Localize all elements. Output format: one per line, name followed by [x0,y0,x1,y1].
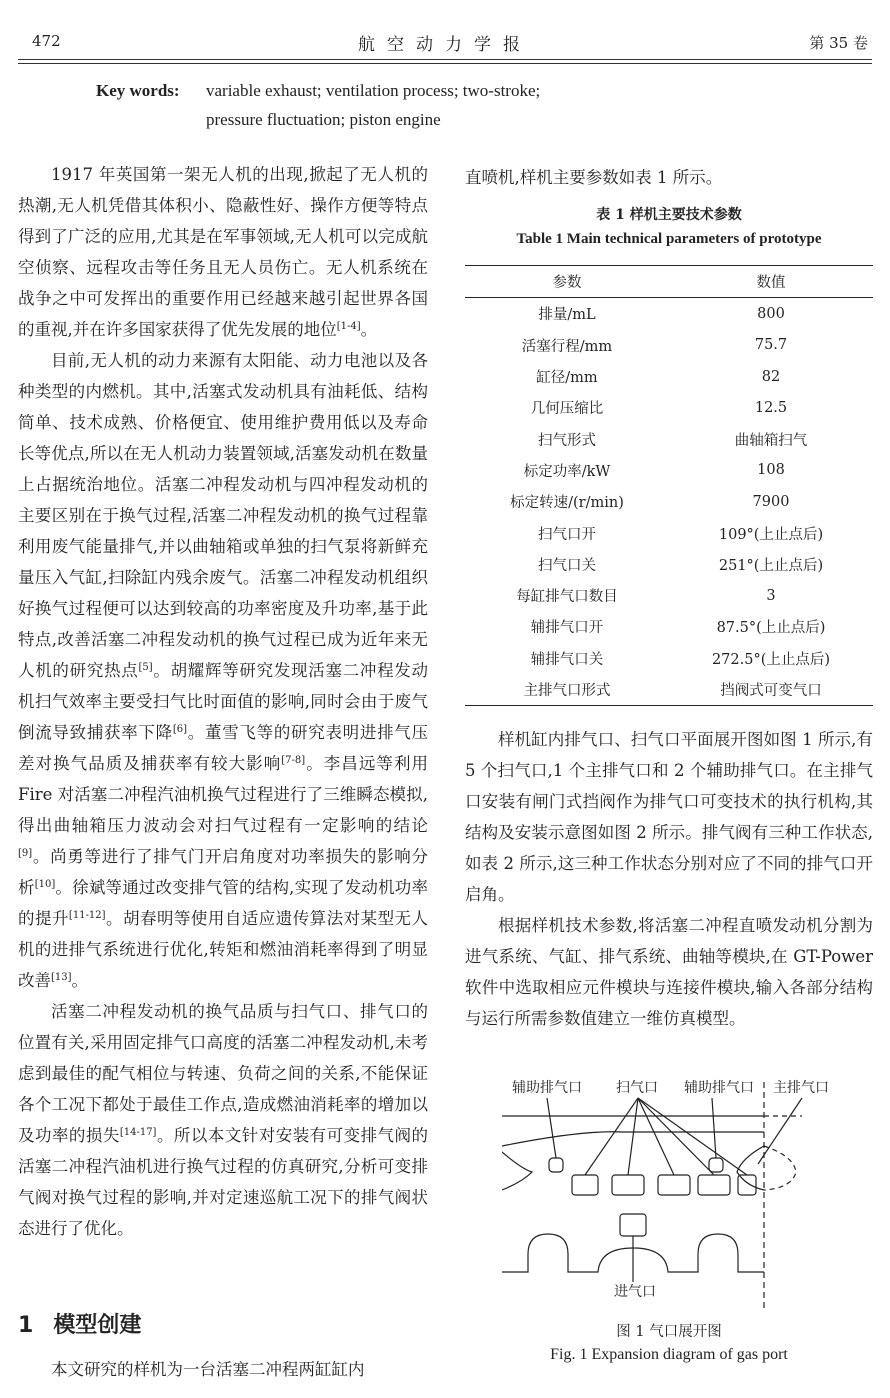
figure-caption-cn: 图 1 气口展开图 [616,1324,722,1340]
journal-title: 航空动力学报 [358,35,532,55]
paragraph-model: 本文研究的样机为一台活塞二冲程两缸缸内 [51,1360,365,1379]
table-row: 活塞行程/mm 75.7 [521,337,788,355]
leader-aux-left [547,1098,556,1158]
left-column [18,159,428,1244]
gas-port-diagram [502,1072,848,1308]
paragraph-continued: 直喷机,样机主要参数如表 1 所示。 [465,168,723,187]
label-aux-exhaust-left: 辅助排气口 [512,1080,582,1096]
table-row: 扫气口关 251°(上止点后) [538,557,824,574]
section-title: 模型创建 [53,1313,142,1338]
table-header-value: 数值 [756,275,786,292]
keywords-line-1: variable exhaust; ventilation process; two-stroke; [206,81,541,100]
right-column-bottom [465,724,873,1034]
table-row: 标定转速/(r/min) 7900 [510,493,790,512]
keywords-line-2: pressure fluctuation; piston engine [206,110,441,129]
leader-scavenge-4 [638,1098,714,1175]
table-header-param: 参数 [552,275,582,292]
main-exhaust-port [737,1146,764,1190]
leader-scavenge-5 [638,1098,747,1175]
leader-aux-right [712,1098,716,1158]
leader-scavenge-3 [638,1098,674,1175]
table-row: 标定功率/kW 108 [523,462,785,480]
table-row: 主排气口形式 挡阀式可变气口 [465,674,873,706]
paragraph-ports: 样机缸内排气口、扫气口平面展开图如图 1 所示,有 5 个扫气口,1 个主排气口和 2 个辅助排气口。在主排气口安装有闸门式挡阀作为排气口可变技术的执行机构,其结构及安装示意图如图 2 所示。排气阀有三种工作状态,如表 2 所示,这三种工作状态分别对应了不同的排气口开启角。 [465,730,873,904]
table-row: 辅排气口开 87.5°(上止点后) [530,620,826,637]
scavenge-port-5 [738,1175,756,1195]
table-row: 每缸排气口数目 3 [516,587,776,606]
table-row: 几何压缩比 12.5 [530,399,788,418]
running-header [18,30,872,56]
intake-port [620,1214,646,1236]
paragraph-intro-1: 1917 年英国第一架无人机的出现,掀起了无人机的热潮,无人机凭借其体积小、隐蔽性好、操作方便等特点得到了广泛的应用,尤其是在军事领域,无人机可以完成航空侦察、远程攻击等任务且无人员伤亡。无人机系统在战争之中可发挥出的重要作用已经越来越引起世界各国的重视,并在许多国家获得了优先发展的地位[1-4]。 [18,165,428,339]
paragraph-intro-3: 活塞二冲程发动机的换气品质与扫气口、排气口的位置有关,采用固定排气口高度的活塞二冲程发动机,未考虑到最佳的配气相位与转速、负荷之间的关系,不能保证各个工况下都处于最佳工作点,造成燃油消耗率的增加以及功率的损失[14-17]。所以本文针对安装有可变排气阀的活塞二冲程汽油机进行换气过程的仿真研究,分析可变排气阀对换气过程的影响,并对定速巡航工况下的排气阀状态进行了优化。 [18,1002,429,1238]
label-scavenge-port: 扫气口 [616,1080,658,1096]
scavenge-port-1 [572,1175,598,1195]
main-exhaust-port-dashed [764,1146,796,1190]
paragraph-simulation: 根据样机技术参数,将活塞二冲程直喷发动机分割为进气系统、气缸、排气系统、曲轴等模块,在 GT-Power 软件中选取相应元件模块与连接件模块,输入各部分结构与运行所需参数值建立一维仿真模型。 [465,916,873,1028]
paragraph-intro-2: 目前,无人机的动力来源有太阳能、动力电池以及各种类型的内燃机。其中,活塞式发动机具有油耗低、结构简单、技术成熟、价格便宜、使用维护费用低以及寿命长等优点,所以在无人机动力装置领域,活塞发动机在数量上占据统治地位。活塞二冲程发动机与四冲程发动机的主要区别在于换气过程,活塞二冲程发动机的换气过程靠利用废气能量排气,并以曲轴箱或单独的扫气泵将新鲜充量压入气缸,扫除缸内残余废气。活塞二冲程发动机组织好换气过程便可以达到较高的功率密度及升功率,基于此特点,改善活塞二冲程发动机的换气过程已成为近年来无人机的研究热点[5]。胡耀辉等研究发现活塞二冲程发动机扫气效率主要受扫气比时面值的影响,同时会由于废气倒流导致捕获率下降[6]。董雪飞等的研究表明进排气压差对换气品质及捕获率有较大影响[7-8]。李昌远等利用 Fire 对活塞二冲程汽油机换气过程进行了三维瞬态模拟,得出曲轴箱压力波动会对扫气过程有一定影响的结论[9]。尚勇等进行了排气门开启角度对功率损失的影响分析[10]。徐斌等通过改变排气管的结构,实现了发动机功率的提升[11-12]。胡春明等使用自适应遗传算法对某型无人机的进排气系统进行优化,转矩和燃油消耗率得到了明显改善[13]。 [18,351,429,990]
aux-exhaust-port-right [709,1158,723,1172]
header-rule-bottom [18,63,872,64]
aux-exhaust-port-left [549,1158,563,1172]
table-row: 辅排气口关 272.5°(上止点后) [530,651,831,668]
volume-label: 第 35 卷 [809,34,868,52]
table-caption-cn: 表 1 样机主要技术参数 [596,207,742,223]
label-main-exhaust: 主排气口 [773,1080,829,1096]
figure-caption-en: Fig. 1 Expansion diagram of gas port [550,1346,788,1363]
header-rule-top [18,59,872,60]
label-intake-port: 进气口 [614,1284,656,1300]
scavenge-port-3 [658,1175,690,1195]
right-column-top [465,162,873,193]
section-heading [18,1308,141,1339]
parameters-table [465,265,873,706]
table-header-row [465,266,873,298]
scavenge-port-4 [698,1175,730,1195]
table-row: 扫气口开 109°(上止点后) [538,526,824,543]
table-row: 缸径/mm 82 [536,368,781,387]
keywords-label: Key words: [96,81,180,100]
section-number: 1 [18,1313,34,1338]
left-port-arc [502,1152,532,1190]
table-row: 扫气形式 曲轴箱扫气 [538,432,808,449]
table-caption-en: Table 1 Main technical parameters of prototype [516,231,822,247]
label-aux-exhaust-right: 辅助排气口 [684,1080,754,1096]
scavenge-port-2 [612,1175,644,1195]
table-row: 排量/mL 800 [538,305,785,324]
page-number: 472 [32,32,61,50]
